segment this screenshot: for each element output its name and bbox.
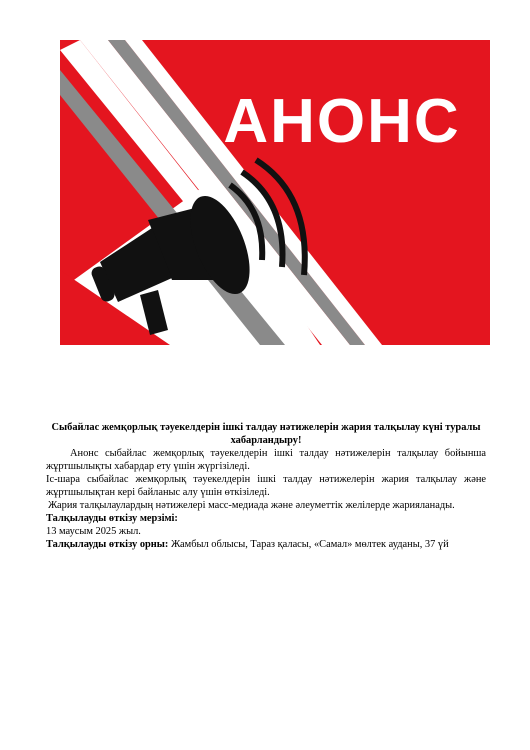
paragraph-1: Анонс сыбайлас жемқорлық тәуекелдерін ішкі талдау нәтижелерін талқылау бойынша жұртшылықты хабардар ету үшін жүргізіледі. [46, 448, 486, 472]
paragraph-2: Іс-шара сыбайлас жемқорлық тәуекелдерін ішкі талдау нәтижелерін жария талқылау және жұртшылықтан кері байланыс алу үшін өткізіледі. [46, 474, 486, 498]
date-label: Талқылауды өткізу мерзімі: [46, 513, 178, 524]
announcement-banner [60, 40, 490, 345]
place-value: Жамбыл облысы, Тараз қаласы, «Самал» мөлтек ауданы, 37 үй [168, 539, 449, 550]
date-value: 13 маусым 2025 жыл. [46, 526, 141, 537]
paragraph-3: Жария талқылаулардың нәтижелері масс-медиада және әлеуметтік желілерде жарияланады. [48, 500, 455, 511]
announcement-title: Сыбайлас жемқорлық тәуекелдерін ішкі талдау нәтижелерін жария талқылау күні туралы хабарландыру! [51, 422, 481, 446]
announcement-text [46, 421, 486, 551]
place-label: Талқылауды өткізу орны: [46, 539, 169, 550]
banner-word: АНОНС [223, 87, 461, 156]
banner-graphic [60, 40, 490, 345]
place-line [46, 538, 486, 551]
